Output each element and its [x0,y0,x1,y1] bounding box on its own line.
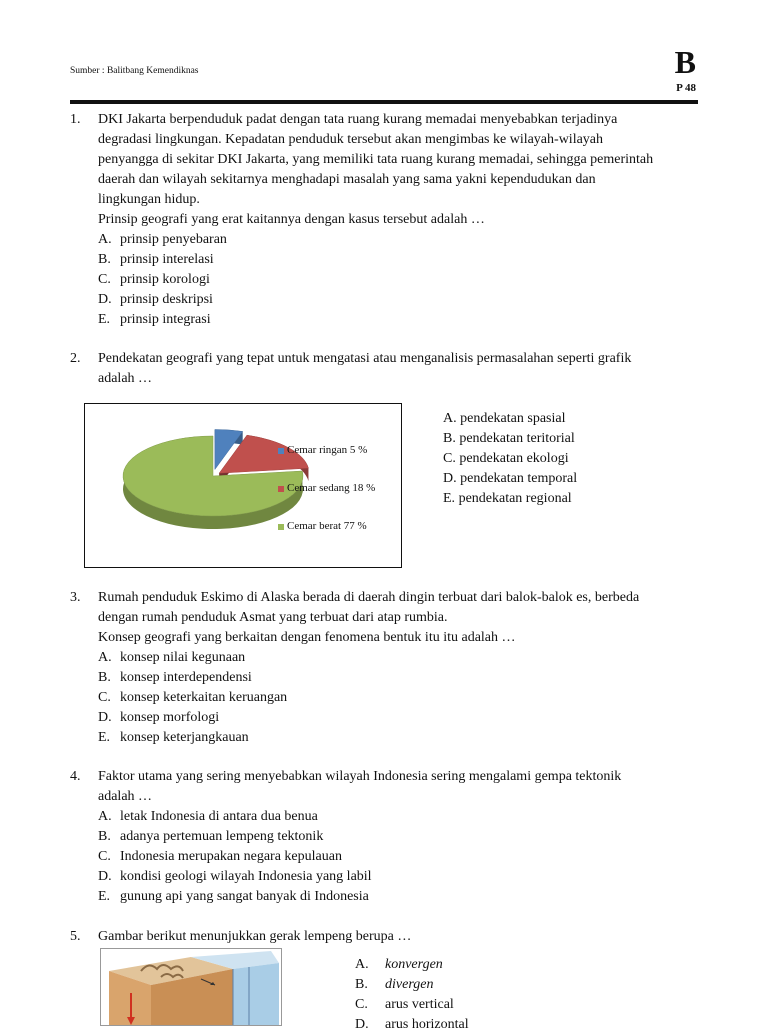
option-letter: B. [98,670,111,685]
option-text: konsep interdependensi [120,670,252,685]
option-text: arus horizontal [385,1017,469,1032]
question-4 [98,767,708,907]
legend-label: Cemar berat 77 % [287,520,367,532]
option-text: pendekatan teritorial [459,431,575,446]
option-text: kondisi geologi wilayah Indonesia yang labil [120,869,372,884]
option-letter: B. [98,829,111,844]
option-letter: E. [98,730,111,745]
legend-swatch-sedang [278,486,284,492]
option-text: prinsip deskripsi [120,292,213,307]
question-5-prompt: Gambar berikut menunjukkan gerak lempeng berupa … [98,929,412,944]
question-3-option-e[interactable] [98,728,708,748]
option-text: pendekatan spasial [460,411,566,426]
option-letter: C. [98,849,111,864]
question-3-option-a[interactable] [98,648,708,668]
option-letter: A. [98,232,112,247]
question-5 [98,927,708,947]
legend-label: Cemar ringan 5 % [287,444,368,456]
question-3-option-d[interactable] [98,708,708,728]
question-1-line: DKI Jakarta berpenduduk padat dengan tata ruang kurang memadai menyebabkan terjadinya [98,112,618,127]
legend-item-cemar-sedang [278,482,375,520]
option-text: konsep nilai kegunaan [120,650,246,665]
option-text: pendekatan temporal [460,471,578,486]
option-text: pendekatan regional [458,491,572,506]
question-1-line: degradasi lingkungan. Kepadatan penduduk tersebut akan mengimbas ke wilayah-wilayah [98,132,604,147]
option-text: prinsip penyebaran [120,232,227,247]
question-2-option-e[interactable] [443,489,703,509]
pollution-pie-chart [84,403,402,568]
question-4-option-b[interactable] [98,827,708,847]
option-text: konsep morfologi [120,710,220,725]
source-credit: Sumber : Balitbang Kemendiknas [70,66,199,76]
question-1-option-a[interactable] [98,230,708,250]
question-5-option-a[interactable] [355,955,615,975]
option-text: prinsip integrasi [120,312,211,327]
option-letter: E. [98,312,111,327]
option-letter: B. [98,252,111,267]
option-letter: D. [98,292,112,307]
option-letter: E. [443,491,456,506]
question-3-number: 3. [70,590,81,605]
question-5-number: 5. [70,929,81,944]
question-1-prompt: Prinsip geografi yang erat kaitannya dengan kasus tersebut adalah … [98,212,485,227]
option-letter: B. [355,977,368,992]
option-letter: C. [355,997,368,1012]
question-3-prompt: Konsep geografi yang berkaitan dengan fenomena bentuk itu itu adalah … [98,630,516,645]
option-text: konsep keterjangkauan [120,730,249,745]
question-1-option-b[interactable] [98,250,708,270]
question-2-number: 2. [70,351,81,366]
question-2-line: Pendekatan geografi yang tepat untuk mengatasi atau menganalisis permasalahan seperti grafik [98,351,632,366]
option-text: gunung api yang sangat banyak di Indonesia [120,889,369,904]
question-5-option-d[interactable] [355,1015,615,1035]
option-letter: D. [98,710,112,725]
option-letter: D. [443,471,457,486]
question-5-options [355,955,615,1035]
question-2-option-b[interactable] [443,429,703,449]
option-letter: A. [443,411,457,426]
question-1-number: 1. [70,112,81,127]
plate-movement-diagram [100,948,282,1026]
question-2-options [443,409,703,509]
option-text: prinsip korologi [120,272,210,287]
question-4-line: adalah … [98,789,153,804]
page-number: P 48 [676,82,696,94]
option-letter: E. [98,889,111,904]
legend-label: Cemar sedang 18 % [287,482,376,494]
question-4-option-c[interactable] [98,847,708,867]
option-text: adanya pertemuan lempeng tektonik [120,829,324,844]
question-5-option-b[interactable] [355,975,615,995]
question-3-option-c[interactable] [98,688,708,708]
question-2-option-a[interactable] [443,409,703,429]
option-letter: C. [443,451,456,466]
question-4-option-a[interactable] [98,807,708,827]
question-3-line: dengan rumah penduduk Asmat yang terbuat dari atap rumbia. [98,610,448,625]
option-text: letak Indonesia di antara dua benua [120,809,318,824]
option-text: konsep keterkaitan keruangan [120,690,288,705]
question-1-line: penyangga di sekitar DKI Jakarta, yang memiliki tata ruang kurang memadai, sehingga pemerintah [98,152,654,167]
option-letter: D. [98,869,112,884]
option-letter: C. [98,272,111,287]
question-1-option-c[interactable] [98,270,708,290]
question-1-line: lingkungan hidup. [98,192,200,207]
question-3-line: Rumah penduduk Eskimo di Alaska berada di daerah dingin terbuat dari balok-balok es, berbeda [98,590,640,605]
question-4-option-e[interactable] [98,887,708,907]
option-text: Indonesia merupakan negara kepulauan [120,849,342,864]
option-letter: D. [355,1017,369,1032]
question-5-option-c[interactable] [355,995,615,1015]
question-2-option-d[interactable] [443,469,703,489]
question-3-option-b[interactable] [98,668,708,688]
question-1 [98,110,708,330]
question-1-line: daerah dan wilayah sekitarnya menghadapi masalah yang sama yakni kependudukan dan [98,172,596,187]
option-letter: A. [98,809,112,824]
header-divider [70,100,698,104]
option-letter: A. [355,957,369,972]
plate-diagram-illustration [101,949,281,1025]
question-2 [98,349,708,389]
question-1-option-e[interactable] [98,310,708,330]
option-letter: C. [98,690,111,705]
option-letter: A. [98,650,112,665]
legend-item-cemar-berat [278,520,375,540]
question-4-number: 4. [70,769,81,784]
question-2-line: adalah … [98,371,153,386]
question-4-line: Faktor utama yang sering menyebabkan wilayah Indonesia sering mengalami gempa tektonik [98,769,622,784]
chart-legend [278,444,375,540]
option-text: divergen [385,977,434,992]
option-letter: B. [443,431,456,446]
question-3 [98,588,708,748]
legend-swatch-berat [278,524,284,530]
package-code: B [674,44,696,80]
question-1-option-d[interactable] [98,290,708,310]
question-2-option-c[interactable] [443,449,703,469]
option-text: prinsip interelasi [120,252,214,267]
question-4-option-d[interactable] [98,867,708,887]
option-text: konvergen [385,957,443,972]
legend-swatch-ringan [278,448,284,454]
option-text: pendekatan ekologi [459,451,569,466]
option-text: arus vertical [385,997,454,1012]
legend-item-cemar-ringan [278,444,375,482]
